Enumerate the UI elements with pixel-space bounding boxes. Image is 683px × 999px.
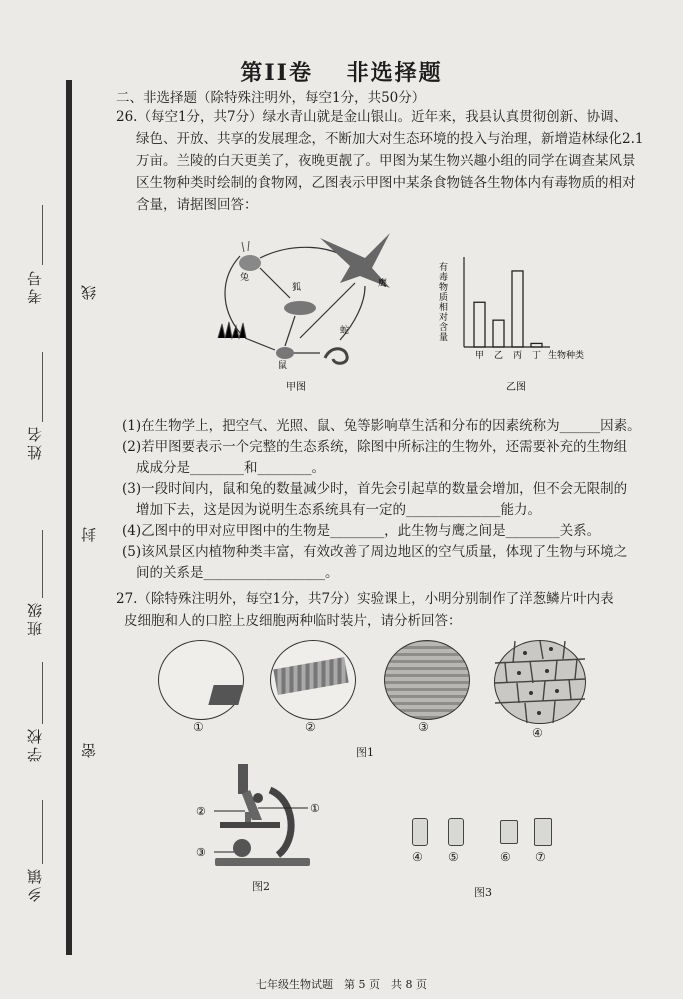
web-label-fox: 狐 — [292, 283, 302, 293]
circle-label-2: ② — [305, 720, 316, 734]
bar-label-0: 甲 — [475, 351, 485, 361]
fig1-caption: 图1 — [356, 746, 374, 759]
bar-label-1: 乙 — [494, 351, 504, 361]
circle-label-3: ③ — [418, 720, 429, 734]
exam-no-blank — [42, 205, 43, 265]
class-label: 班级 — [26, 600, 44, 636]
circle-label-4: ④ — [532, 726, 543, 740]
q26-sub-5: (5)该风景区内植物种类丰富，有效改善了周边地区的空气质量，体现了生物与环境之 — [122, 544, 628, 560]
fig-jia-caption: 甲图 — [286, 382, 306, 393]
lens-label-6: ⑥ — [500, 850, 511, 864]
lens-label-5: ⑤ — [448, 850, 459, 864]
q26-line: 区生物种类时绘制的食物网，乙图表示甲图中某条食物链各生物体内有毒物质的相对 — [136, 175, 636, 191]
q27-line: 27.（除特殊注明外，每空1分，共7分）实验课上，小明分别制作了洋葱鳞片叶内表 — [116, 591, 614, 607]
bar-label-2: 丙 — [513, 351, 523, 361]
section-heading: 二、非选择题（除特殊注明外，每空1分，共50分） — [116, 90, 426, 106]
reflector-mirror — [233, 839, 251, 857]
q26-questions — [122, 416, 641, 584]
bar-0 — [474, 302, 485, 347]
micro-label-1: ① — [310, 802, 320, 815]
q26-line: 含量，请据图回答： — [136, 197, 258, 213]
q26-sub-1: (1)在生物学上，把空气、光照、鼠、兔等影响草生活和分布的因素统称为______因素。 — [122, 418, 641, 434]
coarse-focus-knob — [253, 793, 263, 803]
school-label: 学校 — [26, 726, 44, 762]
objective-lens-6 — [500, 820, 518, 844]
view-field-3 — [384, 640, 470, 720]
q27-stem — [116, 588, 614, 632]
fig3-caption: 图3 — [474, 886, 492, 899]
rabbit-icon — [239, 255, 261, 271]
school-blank — [42, 662, 43, 724]
view-field-1 — [158, 640, 244, 720]
q26-sub-5b: 间的关系是__________________。 — [136, 565, 339, 581]
class-blank — [42, 530, 43, 598]
arrow-mouse-fox — [285, 316, 295, 346]
rabbit-ears — [242, 241, 249, 252]
q26-sub-2: (2)若甲图要表示一个完整的生态系统，除图中所标注的生物外，还需要补充的生物组 — [122, 439, 628, 455]
view-field-4 — [494, 640, 586, 724]
binding-line — [66, 80, 72, 955]
arrow-grass-rabbit — [225, 256, 240, 333]
town-blank — [42, 800, 43, 864]
exam-no-label: 考号 — [26, 268, 44, 304]
seal-line-label: 线 — [80, 282, 98, 300]
eyepiece-lens-5 — [448, 818, 464, 846]
q26-line: 绿色、开放、共享的发展理念，不断加大对生态环境的投入与治理，新增造林绿化2.1 — [136, 131, 644, 147]
chart-ylabel: 有毒物质相对含量 — [437, 262, 447, 342]
q26-sub-3: (3)一段时间内，鼠和兔的数量减少时，首先会引起草的数量会增加，但不会无限制的 — [122, 481, 628, 497]
q26-sub-2b: 成成分是________和________。 — [136, 460, 325, 476]
page-footer: 七年级生物试题 第 5 页 共 8 页 — [256, 978, 427, 991]
food-web-figure — [200, 228, 400, 398]
town-label: 乡镇 — [26, 866, 44, 902]
q26-line: 万亩。兰陵的白天更美了，夜晚更靓了。甲图为某生物兴趣小组的同学在调查某风景 — [136, 153, 636, 169]
q26-line: 26.（每空1分，共7分）绿水青山就是金山银山。近年来，我县认真贯彻创新、协调、 — [116, 109, 628, 125]
eyepiece-lens-4 — [412, 818, 428, 846]
seal-mi-label: 密 — [80, 740, 98, 758]
web-label-rabbit: 兔 — [240, 273, 250, 283]
onion-cells — [495, 641, 585, 723]
seal-feng-label: 封 — [80, 524, 98, 542]
fox-icon — [284, 301, 316, 315]
web-label-eagle: 鹰 — [378, 279, 388, 289]
bar-3 — [531, 343, 542, 347]
name-label: 姓名 — [26, 424, 44, 460]
eyepiece-icon — [238, 764, 248, 794]
web-label-snake: 蛇 — [340, 326, 350, 336]
circle-label-1: ① — [193, 720, 204, 734]
toxin-bar-chart — [437, 252, 620, 397]
micro-label-3: ③ — [196, 846, 206, 859]
microscope-figure — [190, 760, 340, 870]
microscope-base — [215, 858, 310, 866]
paper-title: 第II卷 非选择题 — [240, 60, 443, 86]
fig2-caption: 图2 — [252, 880, 270, 893]
web-label-mouse: 鼠 — [278, 361, 288, 371]
arrow-grass-mouse — [245, 338, 275, 350]
stage — [220, 822, 280, 828]
name-blank — [42, 352, 43, 422]
bar-1 — [493, 320, 504, 347]
arrow-rabbit-fox — [260, 268, 290, 298]
chart-xlabel: 生物种类 — [548, 351, 585, 361]
q26-stem — [116, 106, 643, 216]
bar-2 — [512, 271, 523, 347]
q26-sub-3b: 增加下去，这是因为说明生态系统具有一定的______________能力。 — [136, 502, 541, 518]
mouse-icon — [276, 347, 294, 359]
objective-lens-7 — [534, 818, 552, 846]
q26-sub-4: (4)乙图中的甲对应甲图中的生物是________，此生物与鹰之间是________关系。 — [122, 523, 601, 539]
grass-icon — [218, 322, 246, 338]
view-field-2 — [270, 640, 356, 720]
bar-label-3: 丁 — [532, 351, 542, 361]
micro-label-2: ② — [196, 805, 206, 818]
q27-line: 皮细胞和人的口腔上皮细胞两种临时装片，请分析回答： — [124, 613, 462, 629]
lens-label-4: ④ — [412, 850, 423, 864]
fig-yi-caption: 乙图 — [506, 382, 526, 393]
lens-label-7: ⑦ — [535, 850, 546, 864]
snake-icon — [325, 349, 347, 364]
